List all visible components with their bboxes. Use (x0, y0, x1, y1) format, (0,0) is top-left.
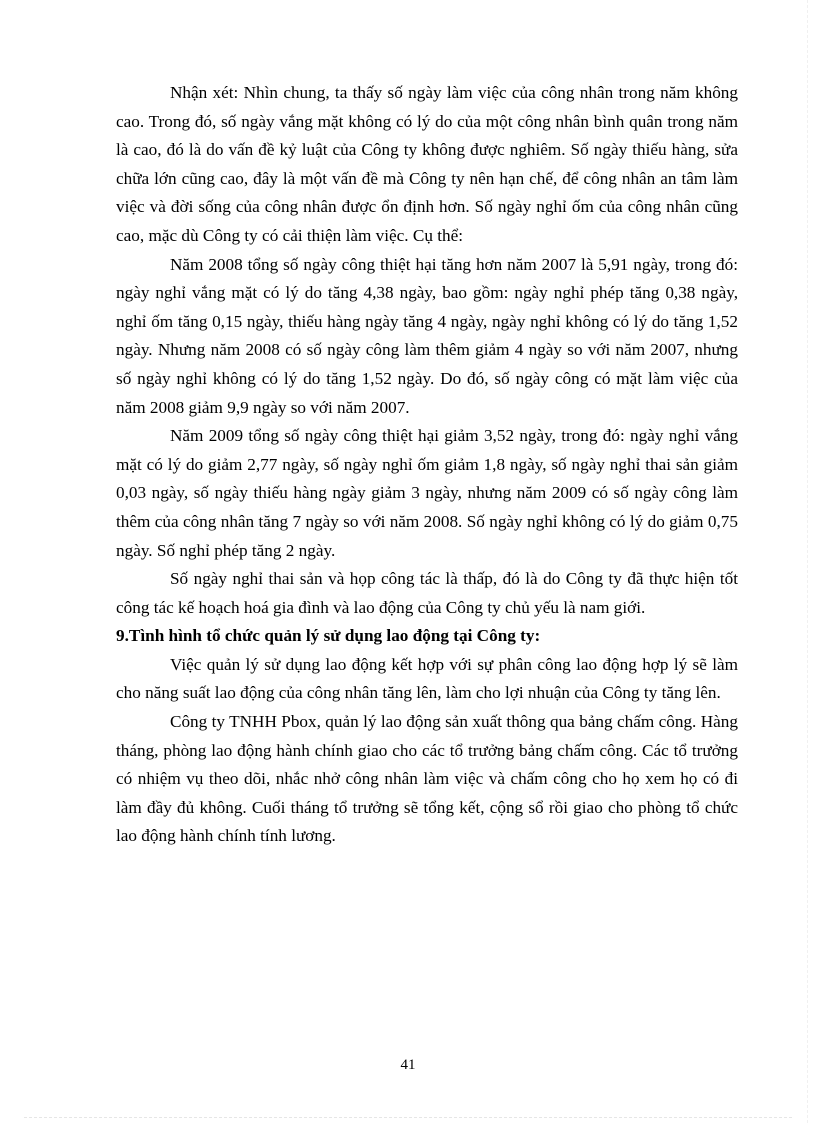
paragraph-timesheet: Công ty TNHH Pbox, quản lý lao động sản xuất thông qua bảng chấm công. Hàng tháng, phòng lao động hành chính giao cho các tổ trưởng bảng chấm công. Các tổ trưởng có nhiệm vụ theo dõi, nhắc nhở công nhân làm việc và chấm công cho họ xem họ có đi làm đầy đủ không. Cuối tháng tổ trưởng sẽ tổng kết, cộng sổ rồi giao cho phòng tổ chức lao động hành chính tính lương. (116, 712, 738, 846)
page-side-divider (807, 0, 808, 1123)
paragraph-labor-management: Việc quản lý sử dụng lao động kết hợp với sự phân công lao động hợp lý sẽ làm cho năng suất lao động của công nhân tăng lên, làm cho lợi nhuận của Công ty tăng lên. (116, 654, 738, 703)
paragraph-maternity: Số ngày nghỉ thai sản và họp công tác là thấp, đó là do Công ty đã thực hiện tốt công tác kế hoạch hoá gia đình và lao động của Công ty chủ yếu là nam giới. (116, 569, 738, 617)
page-number: 41 (400, 1057, 416, 1073)
paragraph-2009: Năm 2009 tổng số ngày công thiệt hại giảm 3,52 ngày, trong đó: ngày nghỉ vắng mặt có lý do giảm 2,77 ngày, số ngày nghỉ ốm giảm 1,8 ngày, số ngày nghỉ thai sản giảm 0,03 ngày, số ngày thiếu hàng ngày giảm 3 ngày, nhưng năm 2009 có số ngày công làm thêm của công nhân tăng 7 ngày so với năm 2008. Số ngày nghỉ không có lý do giảm 0,75 ngày. Số nghỉ phép tăng 2 ngày. (116, 426, 738, 560)
body-text (116, 79, 738, 851)
section-heading: 9.Tình hình tổ chức quản lý sử dụng lao động tại Công ty: (116, 626, 541, 646)
page-bottom-divider (24, 1117, 792, 1118)
paragraph-2008: Năm 2008 tổng số ngày công thiệt hại tăng hơn năm 2007 là 5,91 ngày, trong đó: ngày nghỉ vắng mặt có lý do tăng 4,38 ngày, bao gồm: ngày nghỉ phép tăng 0,38 ngày, nghỉ ốm tăng 0,15 ngày, thiếu hàng ngày tăng 4 ngày, ngày nghỉ không có lý do tăng 1,52 ngày. Nhưng năm 2008 có số ngày công làm thêm giảm 4 ngày so với năm 2007, nhưng số ngày nghỉ không có lý do tăng 1,52 ngày. Do đó, số ngày công có mặt làm việc của năm 2008 giảm 9,9 ngày so với năm 2007. (116, 254, 738, 417)
paragraph-remarks: Nhận xét: Nhìn chung, ta thấy số ngày làm việc của công nhân trong năm không cao. Trong đó, số ngày vắng mặt không có lý do của một công nhân bình quân trong năm là cao, đó là do vấn đề kỷ luật của Công ty không được nghiêm. Số ngày thiếu hàng, sửa chữa lớn cũng cao, đây là một vấn đề mà Công ty nên hạn chế, để công nhân an tâm làm việc và đời sống của công nhân được ổn định hơn. Số ngày nghỉ ốm của công nhân cũng cao, mặc dù Công ty có cải thiện làm việc. Cụ thể: (116, 83, 738, 245)
